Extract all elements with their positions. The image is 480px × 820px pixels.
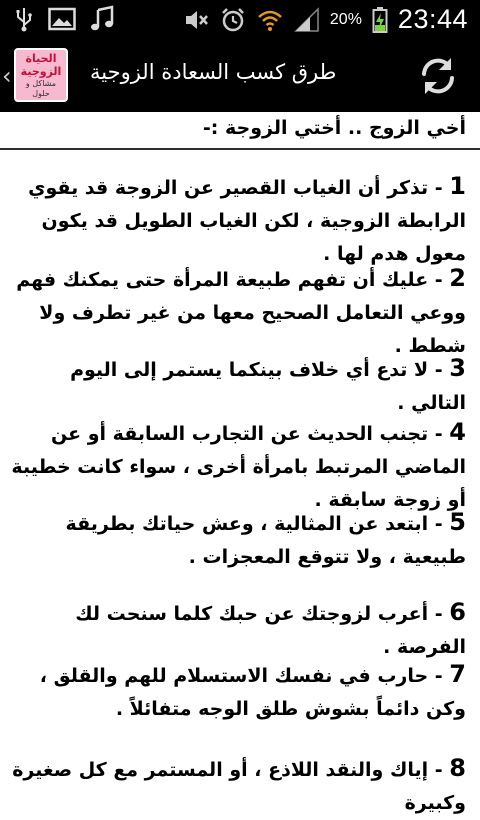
action-bar — [0, 38, 480, 112]
item-text: - لا تدع أي خلاف بينكما يستمر إلى اليوم التالي . — [70, 359, 466, 414]
item-text: - تذكر أن الغياب القصير عن الزوجة قد يقوي الرابطة الزوجية ، لكن الغياب الطويل قد يكون معول هدم لها . — [28, 177, 466, 265]
item-number: 6 — [449, 598, 466, 626]
list-item-8 — [11, 752, 466, 820]
item-text: - حارب في نفسك الاستسلام للهم والقلق ، وكن دائماً بشوش طلق الوجه متفائلاً . — [39, 665, 466, 720]
status-bar — [0, 0, 480, 38]
signal-icon — [294, 7, 320, 33]
logo-line-2: الزوجية — [20, 64, 62, 78]
list-item-1 — [11, 170, 466, 271]
logo-line-3: مشاكل و حلول — [25, 78, 57, 98]
item-number: 2 — [449, 264, 466, 292]
clock: 23:44 — [397, 4, 468, 34]
article-scroll-view[interactable] — [0, 112, 480, 814]
alarm-icon — [220, 7, 246, 33]
item-number: 4 — [449, 418, 466, 446]
app-logo[interactable] — [14, 48, 68, 102]
image-icon — [48, 7, 76, 31]
item-number: 3 — [449, 354, 466, 382]
item-text: - إياك والنقد اللاذع ، أو المستمر مع كل صغيرة وكبيرة — [12, 759, 466, 814]
item-text: - أعرب لزوجتك عن حبك كلما سنحت لك الفرصة . — [75, 603, 466, 658]
usb-icon — [14, 6, 34, 32]
battery-percentage: 20% — [329, 10, 362, 28]
list-item-7 — [11, 658, 466, 726]
item-text: - تجنب الحديث عن التجارب السابقة أو عن الماضي المرتبط بامرأة أخرى ، سواء كانت خطيبة أو زوجة سابقة . — [11, 423, 466, 511]
system-icons — [184, 4, 468, 35]
item-text: - ابتعد عن المثالية ، وعش حياتك بطريقة طبيعية ، ولا تتوقع المعجزات . — [65, 513, 466, 568]
item-number: 1 — [449, 172, 466, 200]
music-icon — [90, 6, 114, 32]
item-number: 5 — [449, 508, 466, 536]
battery-charging-icon — [372, 6, 388, 34]
list-item-2 — [11, 262, 466, 363]
mute-icon — [184, 8, 210, 32]
refresh-button[interactable] — [416, 54, 460, 98]
wifi-icon — [256, 7, 284, 33]
back-chevron-icon[interactable]: ‹ — [2, 62, 12, 90]
item-number: 8 — [449, 754, 466, 782]
item-number: 7 — [449, 660, 466, 688]
list-item-6 — [11, 596, 466, 664]
logo-line-1: الحياة — [25, 51, 57, 65]
page-title: طرق كسب السعادة الزوجية — [90, 60, 337, 84]
article-intro: أخي الزوج .. أختي الزوجة :- — [202, 117, 466, 139]
notification-icons — [14, 6, 114, 32]
refresh-icon — [416, 83, 460, 102]
item-text: - عليك أن تفهم طبيعة المرأة حتى يمكنك فهم ووعي التعامل الصحيح معها من غير تطرف ولا شطط . — [16, 269, 466, 357]
list-item-4 — [11, 416, 466, 517]
list-item-5 — [11, 506, 466, 574]
list-item-3 — [11, 352, 466, 420]
